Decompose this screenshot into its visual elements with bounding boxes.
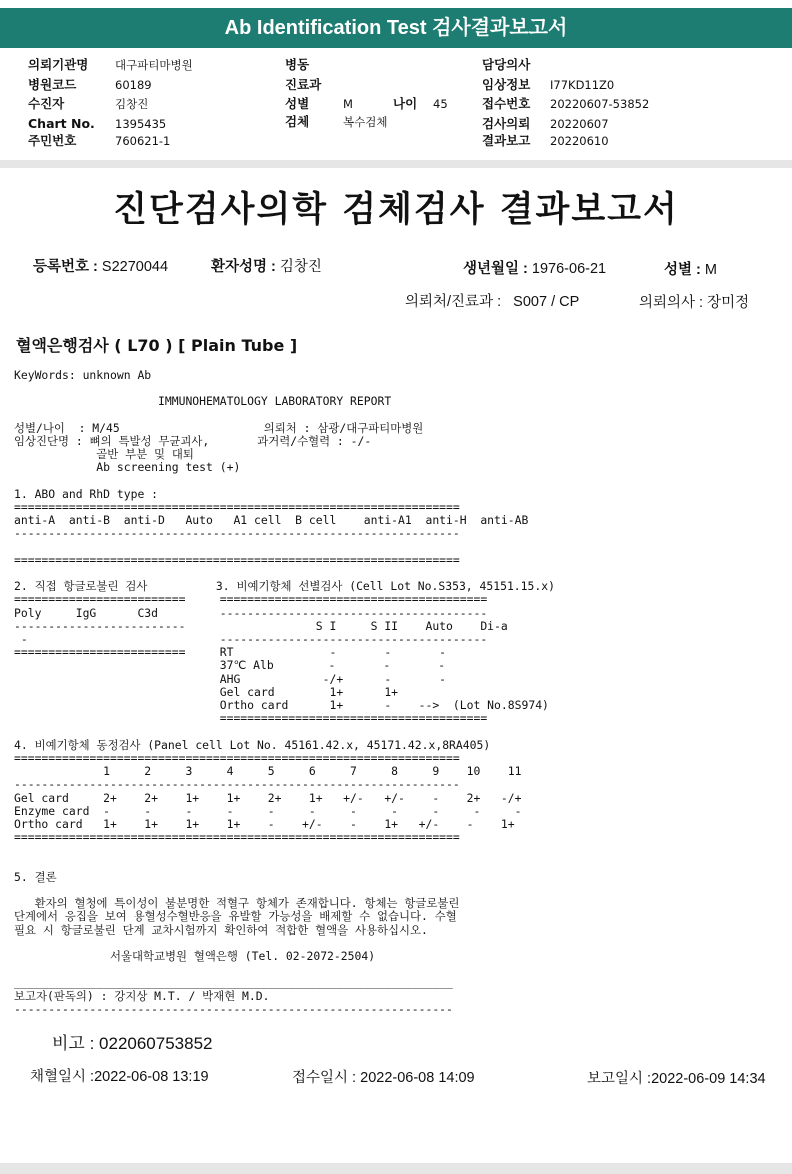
body-line: Ab screening test (+) — [14, 460, 241, 475]
doctor-label: 의뢰의사 : — [639, 295, 704, 311]
label-chart-no: Chart No. — [28, 116, 95, 131]
body-line: - --------------------------------------- — [14, 632, 488, 647]
bottom-band — [0, 1163, 792, 1174]
doctor-value: 장미정 — [707, 295, 750, 311]
value-request-date: 20220607 — [550, 117, 609, 131]
patient-name: 김창진 — [279, 259, 322, 275]
patient-name-info — [211, 255, 322, 276]
label-sex: 성별 — [285, 96, 310, 111]
body-line: 임상진단명 : 뼈의 특발성 무균괴사, 과거력/수혈력 : -/- — [14, 434, 372, 449]
label-clinical-info: 임상정보 — [482, 77, 531, 92]
result-body-text — [14, 369, 555, 1016]
body-line: 골반 부분 및 대퇴 — [14, 447, 194, 462]
body-line: ----------------------------------------------------------------- — [14, 777, 460, 792]
body-line: 37℃ Alb - - - — [14, 658, 446, 673]
body-line: ________________________________________________________________ — [14, 975, 453, 990]
value-hospital-code: 60189 — [115, 78, 152, 92]
section-title: 혈액은행검사 ( L70 ) [ Plain Tube ] — [16, 336, 298, 355]
collected-label: 채혈일시 : — [30, 1069, 95, 1085]
header-title: Ab Identification Test 검사결과보고서 — [224, 17, 568, 39]
received-value: 2022-06-08 14:09 — [360, 1070, 475, 1086]
body-line: ------------------------- S I S II Auto Di-a — [14, 618, 508, 633]
separator-band — [0, 160, 792, 168]
label-specimen: 검체 — [285, 114, 310, 129]
body-line: Ortho card 1+ - --> (Lot No.8S974) — [14, 698, 549, 713]
value-chart-no: 1395435 — [115, 117, 167, 131]
body-line: ----------------------------------------------------------------- — [14, 526, 460, 541]
body-line — [14, 937, 555, 950]
value-patient: 김창진 — [115, 97, 149, 111]
body-line: Poly IgG C3d --------------------------------------- — [14, 605, 488, 620]
body-line: ================================================================= — [14, 830, 460, 845]
sex-info — [664, 258, 717, 279]
value-accession-no: 20220607-53852 — [550, 97, 650, 111]
body-line: 1. ABO and RhD type : — [14, 486, 159, 501]
body-line: 필요 시 항글로불린 단계 교차시험까지 확인하여 적합한 혈액을 사용하십시오. — [14, 922, 428, 937]
body-line: 1 2 3 4 5 6 7 8 9 10 11 — [14, 764, 522, 779]
body-line: Gel card 1+ 1+ — [14, 684, 399, 699]
value-specimen: 복수검체 — [343, 115, 388, 129]
reported-info — [587, 1067, 766, 1088]
value-institution: 대구파티마병원 — [115, 58, 193, 72]
label-ward: 병동 — [285, 57, 310, 72]
label-report-date: 결과보고 — [482, 133, 531, 148]
body-line: 환자의 혈청에 특이성이 불분명한 적혈구 항체가 존재합니다. 항체는 항글로불린 — [14, 896, 460, 911]
report-title: 진단검사의학 검체검사 결과보고서 — [113, 190, 679, 230]
body-line — [14, 409, 555, 422]
registration-label: 등록번호 : — [33, 259, 98, 275]
registration-number: S2270044 — [101, 259, 169, 275]
body-line: anti-A anti-B anti-D Auto A1 cell B cell anti-A1 anti-H anti-AB — [14, 513, 529, 528]
department-value: S007 / CP — [513, 294, 580, 310]
body-line: 단계에서 응집을 보여 용혈성수혈반응을 유발할 가능성을 배제할 수 없습니다. 수혈 — [14, 909, 457, 924]
body-line: 성별/나이 : M/45 의뢰처 : 삼광/대구파티마병원 — [14, 420, 424, 435]
body-line: 5. 결론 — [14, 869, 57, 884]
value-clinical-info: I77KD11Z0 — [550, 78, 615, 92]
sex-label: 성별 : — [664, 262, 701, 278]
body-line — [14, 475, 555, 488]
reported-value: 2022-06-09 14:34 — [651, 1071, 766, 1087]
value-report-date: 20220610 — [550, 134, 609, 148]
label-department: 진료과 — [285, 77, 322, 92]
body-line: Enzyme card - - - - - - - - - - - — [14, 803, 522, 818]
body-line: ---------------------------------------------------------------- — [14, 1001, 453, 1016]
value-age: 45 — [433, 97, 448, 111]
remark-label: 비고 : — [52, 1034, 95, 1053]
body-line: ================================================================= — [14, 750, 460, 765]
body-line: Ortho card 1+ 1+ 1+ 1+ - +/- - 1+ +/- - 1+ — [14, 816, 515, 831]
body-line: ================================================================= — [14, 500, 460, 515]
label-attending: 담당의사 — [482, 57, 531, 72]
label-age: 나이 — [393, 96, 418, 111]
dob-label: 생년월일 : — [463, 261, 528, 277]
body-line: ========================= RT - - - — [14, 645, 447, 660]
dob-info — [463, 257, 606, 278]
department-info — [405, 290, 579, 311]
received-info — [292, 1066, 475, 1087]
body-line: 4. 비예기항체 동정검사 (Panel cell Lot No. 45161.42.x, 45171.42.x,8RA405) — [14, 737, 491, 752]
body-line: ========================= ======================================= — [14, 592, 488, 607]
label-accession-no: 접수번호 — [482, 96, 531, 111]
value-resident-no: 760621-1 — [115, 134, 171, 148]
received-label: 접수일시 : — [292, 1070, 357, 1086]
body-line: 2. 직접 항글로불린 검사 3. 비예기항체 선별검사 (Cell Lot No.S353, 45151.15.x) — [14, 579, 555, 594]
report-header-bar — [0, 8, 792, 48]
body-line — [14, 858, 555, 871]
body-line: ================================================================= — [14, 552, 460, 567]
body-line: AHG -/+ - - — [14, 671, 447, 686]
body-line: 서울대학교병원 혈액은행 (Tel. 02-2072-2504) — [14, 948, 376, 963]
body-line — [14, 725, 555, 738]
remark-info — [52, 1029, 213, 1054]
collected-info — [30, 1065, 209, 1086]
remark-value: 022060753852 — [99, 1034, 213, 1053]
sex-value: M — [704, 262, 717, 278]
body-line: KeyWords: unknown Ab — [14, 368, 152, 382]
label-hospital-code: 병원코드 — [28, 77, 77, 92]
body-line — [14, 541, 555, 554]
registration-info — [33, 255, 168, 276]
body-line: ======================================= — [14, 711, 488, 726]
label-patient: 수진자 — [28, 96, 65, 111]
label-institution: 의뢰기관명 — [28, 57, 89, 72]
department-label: 의뢰처/진료과 : — [405, 294, 502, 310]
body-line — [14, 844, 555, 857]
label-request-date: 검사의뢰 — [482, 116, 531, 131]
label-resident-no: 주민번호 — [28, 133, 77, 148]
body-line: 보고자(판독의) : 강지상 M.T. / 박재현 M.D. — [14, 988, 270, 1003]
value-sex: M — [343, 97, 353, 111]
dob-value: 1976-06-21 — [531, 261, 607, 277]
body-line: IMMUNOHEMATOLOGY LABORATORY REPORT — [14, 394, 392, 409]
patient-name-label: 환자성명 : — [211, 259, 276, 275]
reported-label: 보고일시 : — [587, 1071, 652, 1087]
collected-value: 2022-06-08 13:19 — [94, 1069, 209, 1085]
body-line: Gel card 2+ 2+ 1+ 1+ 2+ 1+ +/- +/- - 2+ -/+ — [14, 790, 522, 805]
doctor-info — [639, 291, 749, 312]
